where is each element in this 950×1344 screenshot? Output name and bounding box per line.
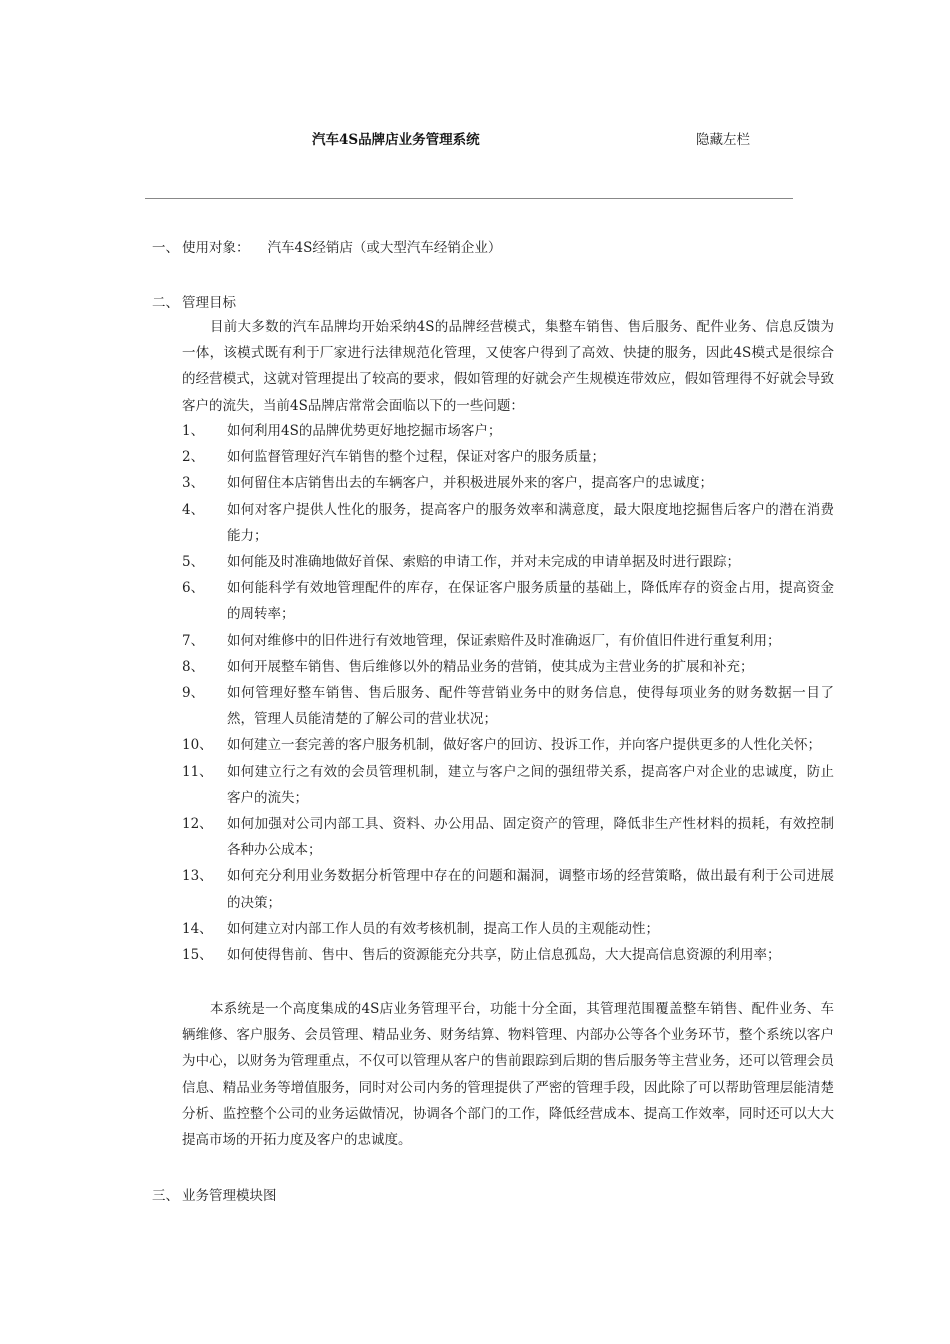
list-item (182, 811, 834, 863)
list-item-number: 12、 (182, 816, 213, 833)
list-item-number: 14、 (182, 920, 213, 937)
list-item-number: 15、 (182, 947, 213, 964)
list-item (182, 628, 834, 654)
list-item-number: 9、 (182, 685, 205, 702)
list-item-text: 如何管理好整车销售、售后服务、配件等营销业务中的财务信息，使得每项业务的财务数据一目了然，管理人员能清楚的了解公司的营业状况； (227, 685, 834, 728)
hide-left-sidebar-link[interactable]: 隐藏左栏 (696, 132, 750, 148)
section-2-summary-paragraph: 本系统是一个高度集成的4S店业务管理平台，功能十分全面，其管理范围覆盖整车销售、配件业务、车辆维修、客户服务、会员管理、精品业务、财务结算、物料管理、内部办公等各个业务环节，整个系统以客户为中心，以财务为管理重点，不仅可以管理从客户的售前跟踪到后期的售后服务等主营业务，还可以管理会员信息、精品业务等增值服务，同时对公司内务的管理提供了严密的管理手段，因此除了可以帮助管理层能清楚分析、监控整个公司的业务运做情况，协调各个部门的工作，降低经营成本、提高工作效率，同时还可以大大提高市场的开拓力度及客户的忠诚度。 (182, 1001, 834, 1149)
list-item (182, 759, 834, 811)
list-item (182, 575, 834, 627)
list-item (182, 444, 834, 470)
list-item-text: 如何对维修中的旧件进行有效地管理，保证索赔件及时准确返厂，有价值旧件进行重复利用； (227, 632, 781, 649)
section-3-heading (152, 1184, 277, 1204)
list-item-text: 如何使得售前、售中、售后的资源能充分共享，防止信息孤岛，大大提高信息资源的利用率； (227, 947, 781, 964)
section-1-label: 使用对象： (182, 240, 250, 256)
section-1-audience: 汽车4S经销店（或大型汽车经销企业） (267, 240, 502, 256)
section-2-label: 管理目标 (182, 295, 236, 311)
list-item (182, 549, 834, 575)
page-title: 汽车4S品牌店业务管理系统 (312, 132, 480, 148)
list-item-text: 如何能科学有效地管理配件的库存，在保证客户服务质量的基础上，降低库存的资金占用，提高资金的周转率； (227, 580, 834, 623)
list-item-text: 如何监督管理好汽车销售的整个过程，保证对客户的服务质量； (227, 449, 605, 466)
section-2-number: 二、 (152, 295, 179, 311)
list-item-number: 7、 (182, 632, 205, 649)
list-item (182, 916, 834, 942)
list-item-number: 13、 (182, 868, 213, 885)
list-item (182, 942, 834, 968)
list-item-number: 11、 (182, 763, 213, 780)
section-3-number: 三、 (152, 1188, 179, 1204)
list-item-number: 2、 (182, 449, 205, 466)
list-item (182, 470, 834, 496)
list-item-text: 如何建立行之有效的会员管理机制，建立与客户之间的强纽带关系，提高客户对企业的忠诚度，防止客户的流失； (227, 763, 834, 806)
list-item-text: 如何利用4S的品牌优势更好地挖掘市场客户； (227, 423, 502, 439)
section-2-heading (152, 291, 236, 311)
list-item (182, 497, 834, 549)
section-3-label: 业务管理模块图 (182, 1188, 277, 1204)
problem-list (182, 418, 834, 968)
list-item-text: 如何对客户提供人性化的服务，提高客户的服务效率和满意度，最大限度地挖掘售后客户的潜在消费能力； (227, 501, 834, 544)
section-1-heading (152, 236, 501, 256)
list-item-number: 6、 (182, 580, 205, 597)
header-divider (145, 198, 793, 199)
list-item-number: 10、 (182, 737, 213, 754)
section-1-number: 一、 (152, 240, 179, 256)
list-item (182, 418, 834, 444)
list-item-number: 8、 (182, 658, 205, 675)
list-item-text: 如何建立对内部工作人员的有效考核机制，提高工作人员的主观能动性； (227, 920, 659, 937)
list-item-text: 如何开展整车销售、售后维修以外的精品业务的营销，使其成为主营业务的扩展和补充； (227, 658, 754, 675)
section-2-intro-paragraph: 目前大多数的汽车品牌均开始采纳4S的品牌经营模式，集整车销售、售后服务、配件业务、信息反馈为一体，该模式既有利于厂家进行法律规范化管理，又使客户得到了高效、快捷的服务，因此4S模式是很综合的经营模式，这就对管理提出了较高的要求，假如管理的好就会产生规模连带效应，假如管理得不好就会导致客户的流失，当前4S品牌店常常会面临以下的一些问题： (182, 319, 834, 414)
list-item-number: 3、 (182, 475, 205, 492)
list-item-text: 如何留住本店销售出去的车辆客户，并积极进展外来的客户，提高客户的忠诚度； (227, 475, 713, 492)
list-item-number: 5、 (182, 554, 205, 571)
list-item-number: 4、 (182, 501, 205, 518)
list-item (182, 732, 834, 758)
list-item-text: 如何充分利用业务数据分析管理中存在的问题和漏洞，调整市场的经营策略，做出最有利于公司进展的决策； (227, 868, 834, 911)
list-item-text: 如何能及时准确地做好首保、索赔的申请工作，并对未完成的申请单据及时进行跟踪； (227, 554, 740, 571)
list-item (182, 863, 834, 915)
list-item (182, 680, 834, 732)
list-item (182, 654, 834, 680)
list-item-text: 如何建立一套完善的客户服务机制，做好客户的回访、投诉工作，并向客户提供更多的人性化关怀； (227, 737, 821, 754)
list-item-text: 如何加强对公司内部工具、资料、办公用品、固定资产的管理，降低非生产性材料的损耗，有效控制各种办公成本； (227, 816, 834, 859)
list-item-number: 1、 (182, 423, 205, 439)
